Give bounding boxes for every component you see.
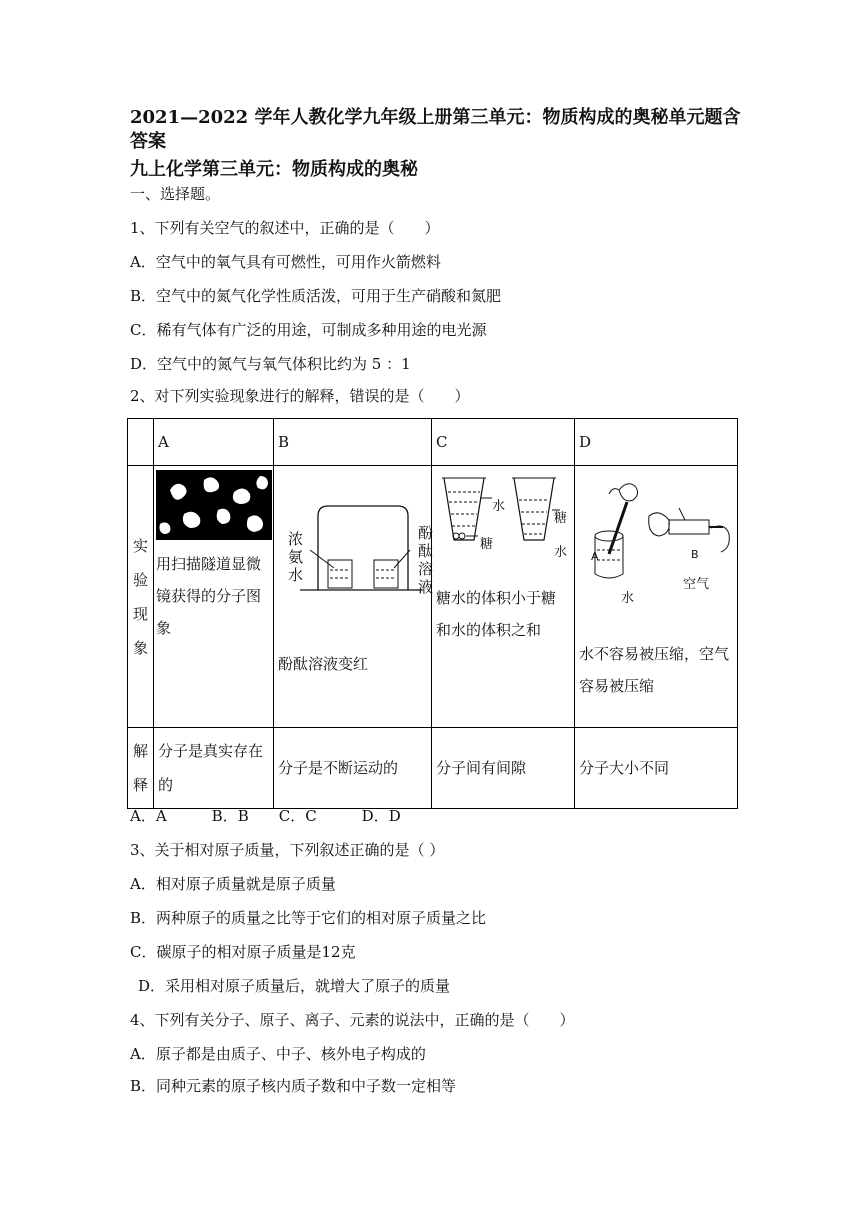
q3-option-d: D．采用相对原子质量后，就增大了原子的质量 [138,977,451,995]
sugar-water-figure [436,470,570,580]
q2-cell-a [154,466,274,728]
document-subtitle: 九上化学第三单元：物质构成的奥秘 [130,159,418,180]
label-sugar: 糖 [480,537,494,552]
q2-header-d: D [575,419,738,466]
q2-phenomenon-c: 糖水的体积小于糖和水的体积之和 [436,589,557,639]
q2-header-blank [128,419,154,466]
q2-phenomenon-row [128,466,738,728]
label-ammonia: 浓氨水 [288,530,304,584]
q2-phenomenon-a: 用扫描隧道显微镜获得的分子图象 [156,555,262,637]
q2-row-label-phenomenon: 实验现象 [128,466,154,728]
q2-explanation-c: 分子间有间隙 [432,728,575,809]
q2-explanation-b: 分子是不断运动的 [274,728,432,809]
compression-figure [579,470,733,606]
q2-row-label-explanation: 解释 [128,728,154,809]
section-heading: 一、选择题。 [130,185,221,203]
document-title: 2021—2022 学年人教化学九年级上册第三单元：物质构成的奥秘单元题含答案 [130,107,741,152]
q4-option-b: B．同种元素的原子核内质子数和中子数一定相等 [130,1077,457,1095]
label-sugar-water: 糖水 [554,511,568,560]
ammonia-diffusion-figure [278,470,434,600]
q4-stem: 4、下列有关分子、原子、离子、元素的说法中，正确的是（ ） [130,1011,575,1029]
q2-header-row [128,419,738,466]
q2-answer-options: A．A B．B C．C D．D [130,807,401,825]
q3-option-c: C．碳原子的相对原子质量是12克 [130,943,356,961]
q2-header-a: A [154,419,274,466]
q1-option-d: D．空气中的氮气与氧气体积比约为 5 ：1 [130,355,411,373]
q2-explanation-a: 分子是真实存在的 [154,728,274,809]
q3-option-b: B．两种原子的质量之比等于它们的相对原子质量之比 [130,909,487,927]
stm-molecule-image [156,470,272,540]
q1-option-c: C．稀有气体有广泛的用途，可制成多种用途的电光源 [130,321,487,339]
q2-table [127,418,738,809]
q2-explanation-d: 分子大小不同 [575,728,738,809]
label-d-water: 水 [621,591,635,606]
q2-phenomenon-b: 酚酞溶液变红 [278,655,369,673]
syringe-diagram [579,470,735,590]
label-syringe-b: B [691,548,699,561]
q2-stem: 2、对下列实验现象进行的解释，错误的是（ ） [130,387,470,405]
q2-header-b: B [274,419,432,466]
q3-option-a: A．相对原子质量就是原子质量 [130,875,336,893]
q4-option-a: A．原子都是由质子、中子、核外电子构成的 [130,1045,426,1063]
q1-stem: 1、下列有关空气的叙述中，正确的是（ ） [130,219,440,237]
label-phenolphthalein: 酚酞溶液 [418,524,434,596]
q2-phenomenon-d: 水不容易被压缩，空气容易被压缩 [579,645,730,695]
q3-stem: 3、关于相对原子质量，下列叙述正确的是（ ） [130,841,445,859]
q2-explanation-row [128,728,738,809]
q2-cell-c [432,466,575,728]
q1-option-a: A．空气中的氧气具有可燃性，可用作火箭燃料 [130,253,441,271]
q1-option-b: B．空气中的氮气化学性质活泼，可用于生产硝酸和氮肥 [130,287,502,305]
label-water: 水 [492,499,506,514]
q2-header-c: C [432,419,575,466]
q2-cell-d [575,466,738,728]
label-d-air: 空气 [683,577,710,592]
q2-cell-b [274,466,432,728]
label-syringe-a: A [591,550,599,563]
